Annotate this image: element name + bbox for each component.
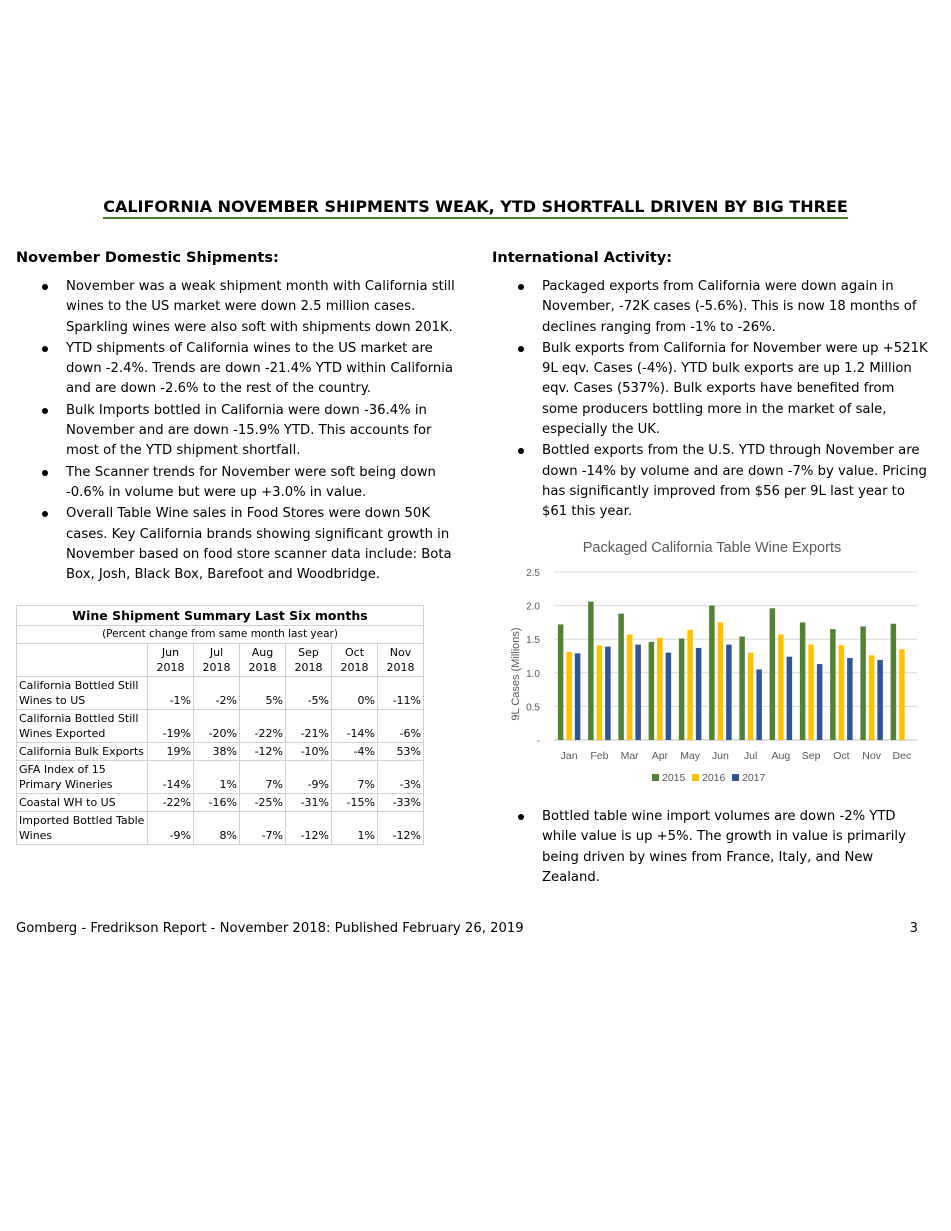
table-cell: -7% — [240, 812, 286, 845]
x-tick-label: Jan — [560, 750, 578, 762]
table-row — [17, 812, 424, 845]
y-tick-label: 1.5 — [526, 635, 540, 647]
bar-2015-apr — [649, 642, 655, 740]
bar-2017-jan — [575, 653, 581, 740]
bar-2016-jun — [718, 622, 724, 740]
bar-2017-jun — [726, 645, 732, 740]
table-cell: -12% — [378, 812, 424, 845]
table-header-cell: Sep 2018 — [286, 644, 332, 677]
footer — [16, 921, 918, 936]
bar-2015-aug — [770, 608, 776, 740]
bar-2016-apr — [657, 638, 663, 740]
table-cell: 5% — [240, 677, 286, 710]
table-cell: -22% — [148, 794, 194, 812]
bar-2015-jan — [558, 624, 564, 740]
bar-2016-feb — [597, 645, 603, 740]
table-cell: 7% — [240, 761, 286, 794]
bar-2016-nov — [869, 655, 875, 740]
x-tick-label: Jun — [711, 750, 729, 762]
y-tick-label: 0.5 — [526, 702, 540, 714]
table-cell: -4% — [332, 743, 378, 761]
bar-2015-nov — [860, 626, 866, 740]
row-label: Imported Bottled Table Wines — [17, 812, 148, 845]
bar-2017-sep — [817, 664, 823, 740]
bar-2016-may — [687, 630, 693, 740]
list-item: Bulk exports from California for November were up +521K 9L eqv. Cases (-4%). YTD bulk exports are up 1.2 Million eqv. Cases (537%). Bulk exports have benefited from some producers bottling more in the market of sale, especially the UK. — [492, 339, 932, 440]
bar-2015-jul — [739, 637, 745, 740]
bar-2015-dec — [891, 624, 897, 740]
row-label: California Bulk Exports — [17, 743, 148, 761]
legend-label: 2016 — [702, 772, 726, 784]
bar-2015-jun — [709, 606, 715, 740]
table-cell: -31% — [286, 794, 332, 812]
y-tick-label: 2.0 — [526, 601, 540, 613]
table-cell: -10% — [286, 743, 332, 761]
x-tick-label: Oct — [833, 750, 850, 762]
table-cell: -12% — [240, 743, 286, 761]
international-bullets — [492, 277, 932, 523]
domestic-section — [16, 250, 456, 586]
bar-2017-oct — [847, 658, 853, 740]
bar-2017-feb — [605, 647, 611, 740]
chart-legend — [652, 772, 766, 784]
row-label: GFA Index of 15 Primary Wineries — [17, 761, 148, 794]
table-header-cell: Jul 2018 — [194, 644, 240, 677]
table-header-blank — [17, 644, 148, 677]
import-bullets — [492, 807, 932, 888]
page-number: 3 — [909, 921, 918, 936]
domestic-bullets — [16, 277, 456, 585]
bar-2017-jul — [756, 669, 762, 740]
bar-2015-sep — [800, 622, 806, 740]
international-section — [492, 250, 932, 524]
table-cell: 19% — [148, 743, 194, 761]
table-cell: 8% — [194, 812, 240, 845]
table-cell: -12% — [286, 812, 332, 845]
table-cell: -3% — [378, 761, 424, 794]
x-tick-label: Apr — [651, 750, 669, 762]
table-header-cell: Nov 2018 — [378, 644, 424, 677]
chart-title: Packaged California Table Wine Exports — [582, 540, 842, 556]
table-cell: -6% — [378, 710, 424, 743]
domestic-title: November Domestic Shipments: — [16, 250, 279, 266]
table-header-cell: Aug 2018 — [240, 644, 286, 677]
table-cell: -9% — [286, 761, 332, 794]
table-cell: -22% — [240, 710, 286, 743]
bar-2017-nov — [877, 660, 883, 740]
table-cell: -21% — [286, 710, 332, 743]
bar-2017-may — [696, 648, 702, 740]
table-cell: -19% — [148, 710, 194, 743]
table-cell: -9% — [148, 812, 194, 845]
x-tick-label: Dec — [892, 750, 912, 762]
list-item: Overall Table Wine sales in Food Stores were down 50K cases. Key California brands showing significant growth in November based on food store scanner data include: Bota Box, Josh, Black Box, Barefoot and Woodbridge. — [16, 504, 456, 585]
chart-y-ticks — [526, 568, 540, 747]
x-tick-label: Feb — [590, 750, 609, 762]
chart-ylabel: 9L Cases (Millions) — [510, 627, 522, 721]
table-cell: 0% — [332, 677, 378, 710]
y-tick-label: 1.0 — [526, 668, 540, 680]
table-header-cell: Jun 2018 — [148, 644, 194, 677]
x-tick-label: Mar — [620, 750, 639, 762]
list-item: YTD shipments of California wines to the US market are down -2.4%. Trends are down -21.4% YTD within California and are down -2.6% to the rest of the country. — [16, 339, 456, 400]
table-cell: -16% — [194, 794, 240, 812]
bar-2015-oct — [830, 629, 836, 740]
table-header-cell: Oct 2018 — [332, 644, 378, 677]
headline-text: CALIFORNIA NOVEMBER SHIPMENTS WEAK, YTD SHORTFALL DRIVEN BY BIG THREE — [103, 197, 848, 219]
table-header-row — [17, 644, 424, 677]
table-cell: 7% — [332, 761, 378, 794]
table-cell: 1% — [332, 812, 378, 845]
table-cell: -20% — [194, 710, 240, 743]
y-tick-label: 2.5 — [526, 568, 540, 579]
bar-2016-jan — [566, 652, 572, 740]
table-cell: -11% — [378, 677, 424, 710]
chart-bars — [558, 602, 905, 740]
table-cell: -33% — [378, 794, 424, 812]
table-cell: -2% — [194, 677, 240, 710]
x-tick-label: Sep — [801, 750, 821, 762]
x-tick-label: Jul — [743, 750, 758, 762]
x-tick-label: Aug — [771, 750, 791, 762]
bar-2016-dec — [899, 649, 905, 740]
footer-text: Gomberg - Fredrikson Report - November 2018: Published February 26, 2019 — [16, 921, 524, 936]
legend-swatch-2017 — [732, 774, 739, 781]
table-cell: -14% — [332, 710, 378, 743]
bar-2015-may — [679, 639, 685, 740]
table-cell: -5% — [286, 677, 332, 710]
bar-2016-oct — [839, 645, 845, 740]
table-row — [17, 677, 424, 710]
table-row — [17, 794, 424, 812]
legend-label: 2015 — [662, 772, 686, 784]
table-cell: 38% — [194, 743, 240, 761]
bar-2016-mar — [627, 634, 633, 740]
packaged-exports-chart — [497, 532, 927, 794]
table-title: Wine Shipment Summary Last Six months — [17, 606, 424, 626]
legend-swatch-2015 — [652, 774, 659, 781]
list-item: Bottled table wine import volumes are down -2% YTD while value is up +5%. The growth in value is primarily being driven by wines from France, Italy, and New Zealand. — [492, 807, 932, 888]
row-label: California Bottled Still Wines Exported — [17, 710, 148, 743]
chart-x-ticks — [561, 750, 912, 762]
bar-2015-mar — [618, 614, 624, 740]
bar-2016-aug — [778, 634, 784, 740]
table-cell: 1% — [194, 761, 240, 794]
bar-2017-aug — [787, 657, 793, 740]
legend-swatch-2016 — [692, 774, 699, 781]
bar-2015-feb — [588, 602, 594, 740]
wine-shipment-summary-table — [16, 605, 424, 845]
list-item: Packaged exports from California were down again in November, -72K cases (-5.6%). This is now 18 months of declines ranging from -1% to -26%. — [492, 277, 932, 338]
x-tick-label: Nov — [862, 750, 881, 762]
bar-2017-apr — [666, 653, 672, 740]
table-cell: -25% — [240, 794, 286, 812]
table-cell: 53% — [378, 743, 424, 761]
import-section — [492, 807, 932, 889]
bar-2016-jul — [748, 653, 754, 740]
headline — [0, 197, 951, 216]
legend-label: 2017 — [742, 772, 766, 784]
table-subtitle: (Percent change from same month last year) — [17, 626, 424, 644]
table-row — [17, 710, 424, 743]
list-item: Bulk Imports bottled in California were down -36.4% in November and are down -15.9% YTD. This accounts for most of the YTD shipment shortfall. — [16, 401, 456, 462]
table-row — [17, 761, 424, 794]
y-tick-label: - — [536, 736, 540, 747]
list-item: The Scanner trends for November were soft being down -0.6% in volume but were up +3.0% in value. — [16, 463, 456, 504]
bar-2017-mar — [635, 645, 641, 740]
table-cell: -14% — [148, 761, 194, 794]
list-item: Bottled exports from the U.S. YTD through November are down -14% by volume and are down -7% by value. Pricing has significantly improved from $56 per 9L last year to $61 this year. — [492, 441, 932, 522]
row-label: California Bottled Still Wines to US — [17, 677, 148, 710]
table-cell: -1% — [148, 677, 194, 710]
row-label: Coastal WH to US — [17, 794, 148, 812]
international-title: International Activity: — [492, 250, 673, 266]
table-row — [17, 743, 424, 761]
list-item: November was a weak shipment month with California still wines to the US market were down 2.5 million cases. Sparkling wines were also soft with shipments down 201K. — [16, 277, 456, 338]
x-tick-label: May — [680, 750, 701, 762]
bar-2016-sep — [808, 645, 814, 740]
table-cell: -15% — [332, 794, 378, 812]
